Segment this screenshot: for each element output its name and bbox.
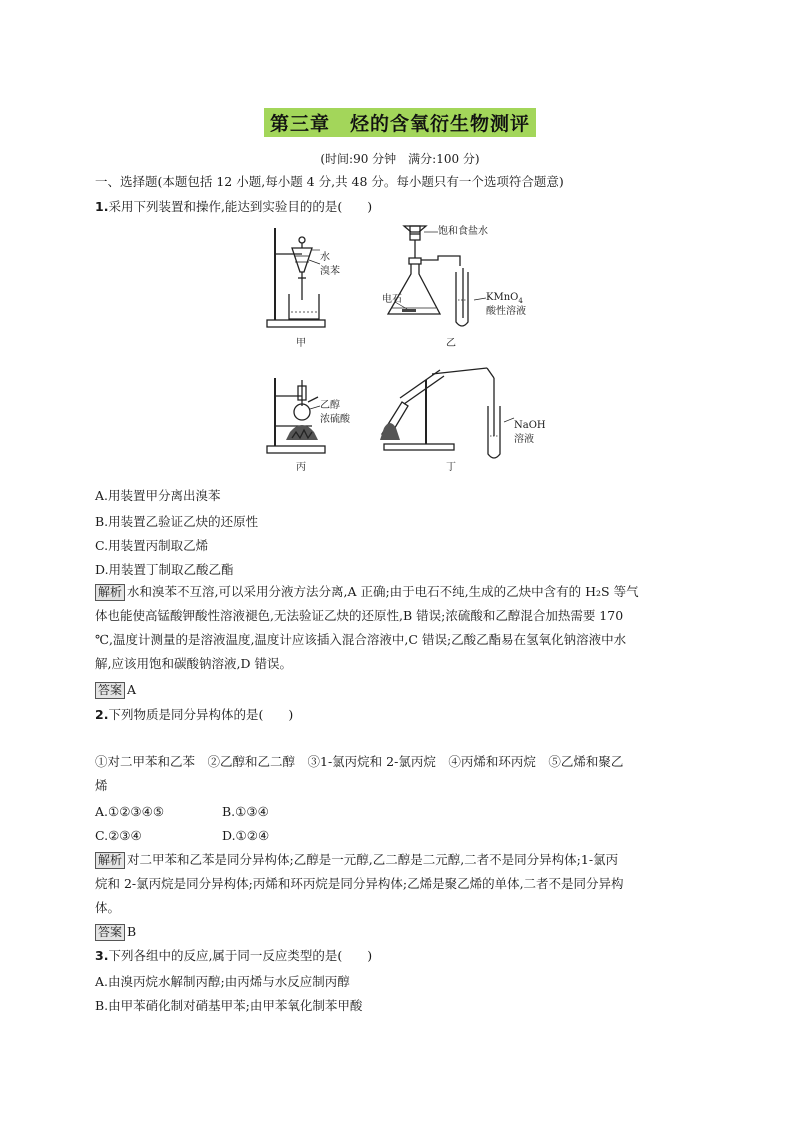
q3-option-a: A.由溴丙烷水解制丙醇;由丙烯与水反应制丙醇	[95, 974, 350, 989]
q3-stem-text: 下列各组中的反应,属于同一反应类型的是( )	[108, 948, 373, 963]
apparatus-figure	[262, 222, 552, 472]
q1-analysis-line-2: 体也能使高锰酸钾酸性溶液褪色,无法验证乙炔的还原性,B 错误;浓硫酸和乙醇混合加热需要 170	[95, 608, 624, 623]
caption-jia: 甲	[296, 338, 306, 349]
apparatus-bing	[267, 378, 325, 453]
apparatus-jia	[267, 228, 325, 327]
label-bromobenzene: 溴苯	[320, 266, 340, 277]
page-title: 第三章 烃的含氧衍生物测评	[264, 108, 536, 137]
q2-answer	[95, 922, 136, 942]
label-water: 水	[320, 252, 330, 263]
apparatus-yi	[388, 226, 486, 326]
analysis-tag: 解析	[95, 852, 125, 869]
q2-items-line-2: 烯	[95, 778, 108, 793]
q2-stem	[95, 705, 293, 725]
q1-stem-text: 采用下列装置和操作,能达到实验目的的是( )	[108, 199, 373, 214]
q1-option-a: A.用装置甲分离出溴苯	[95, 488, 221, 503]
q2-analysis-line-1: 解析 对二甲苯和乙苯是同分异构体;乙醇是一元醇,乙二醇是二元醇,二者不是同分异构体;1-氯丙	[95, 848, 705, 872]
label-naoh: NaOH	[514, 420, 546, 431]
q2-items-line-1: ①对二甲苯和乙苯 ②乙醇和乙二醇 ③1-氯丙烷和 2-氯丙烷 ④丙烯和环丙烷 ⑤乙烯和聚乙	[95, 754, 624, 769]
section-heading: 一、选择题(本题包括 12 小题,每小题 4 分,共 48 分。每小题只有一个选项符合题意)	[95, 174, 564, 189]
q2-answer-value: B	[127, 924, 137, 939]
q3-option-b: B.由甲苯硝化制对硝基甲苯;由甲苯氧化制苯甲酸	[95, 998, 363, 1013]
q1-analysis-line-1: 解析 水和溴苯不互溶,可以采用分液方法分离,A 正确;由于电石不纯,生成的乙炔中含有的 H₂S 等气	[95, 580, 705, 604]
q1-analysis	[95, 580, 705, 676]
q2-stem-text: 下列物质是同分异构体的是( )	[108, 707, 294, 722]
label-ethanol: 乙醇	[320, 400, 340, 411]
answer-tag: 答案	[95, 924, 125, 941]
q2-analysis-line-2: 烷和 2-氯丙烷是同分异构体;丙烯和环丙烷是同分异构体;乙烯是聚乙烯的单体,二者不是同分异构	[95, 876, 624, 891]
title-container	[0, 108, 800, 137]
label-conc-sulfuric: 浓硫酸	[320, 414, 350, 425]
exam-info: (时间:90 分钟 满分:100 分)	[320, 152, 480, 166]
caption-yi: 乙	[446, 338, 456, 349]
q1-answer	[95, 680, 136, 700]
q3-number: 3.	[95, 948, 109, 963]
q2-option-a: A.①②③④⑤	[95, 804, 165, 819]
label-kmno4: KMnO$_4$	[486, 292, 523, 305]
answer-tag: 答案	[95, 682, 125, 699]
analysis-tag: 解析	[95, 584, 125, 601]
q1-option-c: C.用装置丙制取乙烯	[95, 538, 209, 553]
label-acidic-solution: 酸性溶液	[486, 306, 526, 317]
caption-bing: 丙	[296, 462, 306, 473]
q1-analysis-line-3: ℃,温度计测量的是溶液温度,温度计应该插入混合溶液中,C 错误;乙酸乙酯易在氢氧化钠溶液中水	[95, 632, 627, 647]
q3-stem	[95, 946, 372, 966]
q2-option-c: C.②③④	[95, 828, 142, 843]
q1-option-b: B.用装置乙验证乙炔的还原性	[95, 514, 259, 529]
q2-number: 2.	[95, 707, 109, 722]
q1-stem	[95, 197, 372, 217]
q1-answer-value: A	[127, 682, 137, 697]
q1-number: 1.	[95, 199, 109, 214]
q1-option-d: D.用装置丁制取乙酸乙酯	[95, 562, 234, 577]
caption-ding: 丁	[446, 462, 456, 473]
label-solution: 溶液	[514, 434, 534, 445]
q2-analysis-line-3: 体。	[95, 900, 121, 915]
q2-analysis	[95, 848, 705, 920]
q2-option-d: D.①②④	[222, 828, 270, 843]
label-saltwater: 饱和食盐水	[438, 226, 488, 237]
label-carbide: 电石	[382, 294, 402, 305]
apparatus-ding	[380, 368, 514, 458]
q1-analysis-line-4: 解,应该用饱和碳酸钠溶液,D 错误。	[95, 656, 292, 671]
q2-option-b: B.①③④	[222, 804, 269, 819]
